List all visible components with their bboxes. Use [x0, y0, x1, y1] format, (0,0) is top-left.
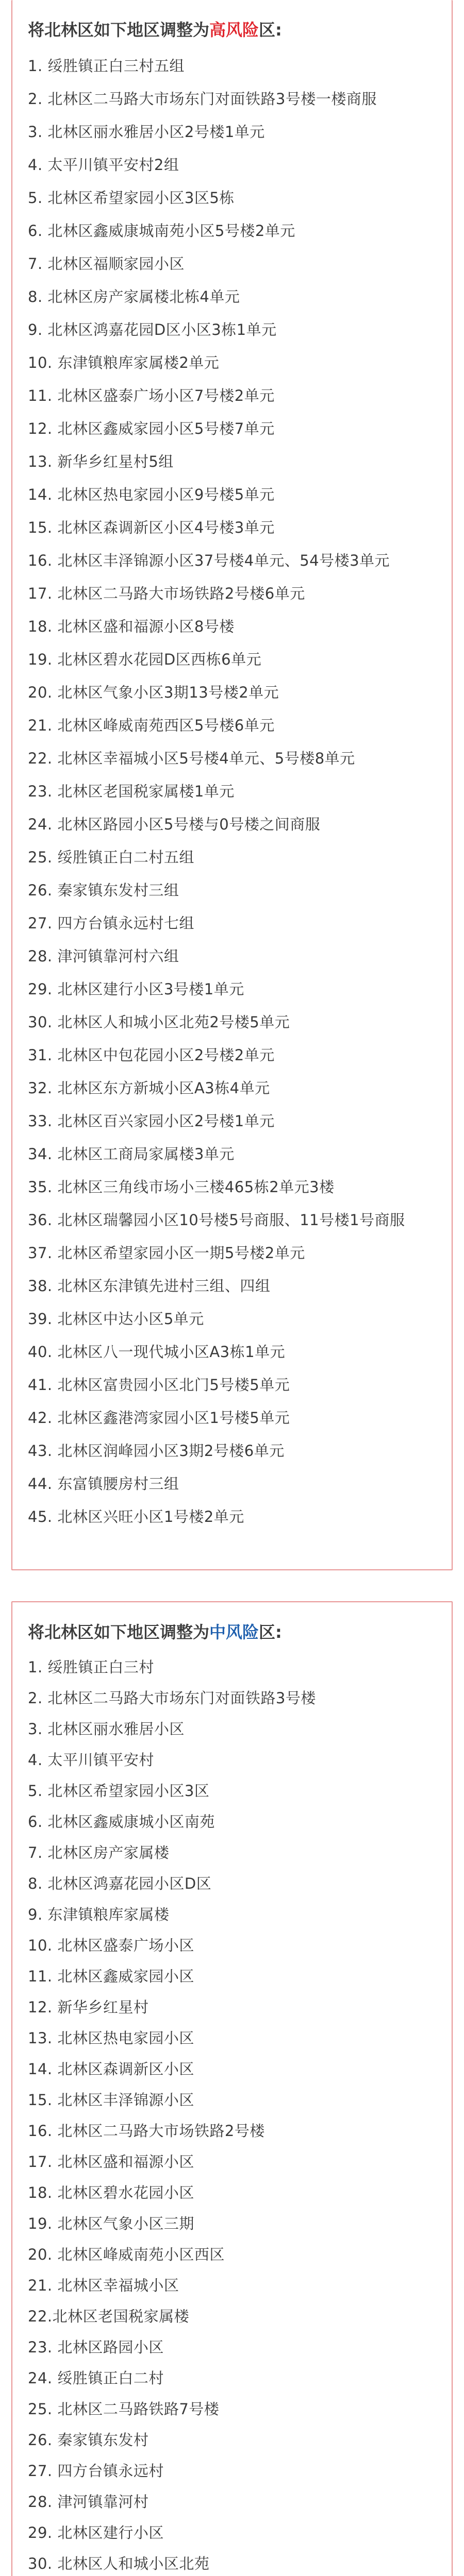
list-item: 18. 北林区碧水花园小区: [28, 2184, 194, 2201]
list-item: 7. 北林区房产家属楼: [28, 1844, 170, 1861]
list-item: 20. 北林区气象小区3期13号楼2单元: [28, 684, 279, 701]
list-item: 7. 北林区福顺家园小区: [28, 255, 185, 273]
list-item: 5. 北林区希望家园小区3区: [28, 1782, 210, 1800]
list-item: 25. 绥胜镇正白二村五组: [28, 849, 194, 866]
list-item: 12. 北林区鑫威家园小区5号楼7单元: [28, 420, 275, 437]
list-item: 29. 北林区建行小区: [28, 2524, 164, 2541]
list-item: 21. 北林区幸福城小区: [28, 2277, 179, 2294]
list-item: 22. 北林区幸福城小区5号楼4单元、5号楼8单元: [28, 750, 355, 767]
list-item: 3. 北林区丽水雅居小区2号楼1单元: [28, 123, 265, 141]
list-item: 25. 北林区二马路铁路7号楼: [28, 2400, 220, 2418]
list-item: 28. 津河镇靠河村六组: [28, 947, 179, 965]
list-item: 17. 北林区盛和福源小区: [28, 2153, 194, 2171]
list-item: 45. 北林区兴旺小区1号楼2单元: [28, 1508, 244, 1526]
list-item: 11. 北林区鑫威家园小区: [28, 1968, 194, 1985]
list-item: 27. 四方台镇永远村: [28, 2462, 164, 2480]
list-item: 4. 太平川镇平安村: [28, 1751, 154, 1769]
list-item: 10. 北林区盛泰广场小区: [28, 1937, 194, 1954]
list-item: 28. 津河镇靠河村: [28, 2493, 149, 2511]
list-item: 19. 北林区气象小区三期: [28, 2215, 194, 2232]
heading-prefix: 将北林区如下地区调整为: [28, 20, 210, 40]
list-item: 30. 北林区人和城小区北苑: [28, 2555, 210, 2572]
list-item: 4. 太平川镇平安村2组: [28, 156, 179, 174]
list-item: 33. 北林区百兴家园小区2号楼1单元: [28, 1112, 275, 1130]
mid-risk-list: [28, 1652, 437, 2576]
list-item: 3. 北林区丽水雅居小区: [28, 1720, 185, 1738]
list-item: 43. 北林区润峰园小区3期2号楼6单元: [28, 1442, 285, 1460]
list-item: 19. 北林区碧水花园D区西栋6单元: [28, 651, 262, 668]
list-item: 8. 北林区鸿嘉花园小区D区: [28, 1875, 212, 1892]
heading-prefix: 将北林区如下地区调整为: [28, 1622, 210, 1642]
list-item: 32. 北林区东方新城小区A3栋4单元: [28, 1079, 270, 1097]
heading-highlight-mid: 中风险: [209, 1622, 259, 1642]
list-item: 22.北林区老国税家属楼: [28, 2308, 190, 2325]
list-item: 18. 北林区盛和福源小区8号楼: [28, 618, 235, 635]
high-risk-list: [28, 49, 437, 1533]
list-item: 30. 北林区人和城小区北苑2号楼5单元: [28, 1013, 290, 1031]
list-item: 23. 北林区老国税家属楼1单元: [28, 783, 235, 800]
list-item: 5. 北林区希望家园小区3区5栋: [28, 189, 235, 207]
list-item: 21. 北林区峰威南苑西区5号楼6单元: [28, 717, 275, 734]
list-item: 31. 北林区中包花园小区2号楼2单元: [28, 1046, 275, 1064]
list-item: 15. 北林区森调新区小区4号楼3单元: [28, 519, 275, 536]
list-item: 1. 绥胜镇正白三村五组: [28, 57, 185, 75]
list-item: 14. 北林区森调新区小区: [28, 2060, 194, 2078]
list-item: 41. 北林区富贵园小区北门5号楼5单元: [28, 1376, 290, 1394]
list-item: 11. 北林区盛泰广场小区7号楼2单元: [28, 387, 275, 404]
list-item: 17. 北林区二马路大市场铁路2号楼6单元: [28, 585, 305, 602]
list-item: 24. 绥胜镇正白二村: [28, 2369, 164, 2387]
list-item: 2. 北林区二马路大市场东门对面铁路3号楼一楼商服: [28, 90, 377, 108]
list-item: 39. 北林区中达小区5单元: [28, 1310, 204, 1328]
list-item: 40. 北林区八一现代城小区A3栋1单元: [28, 1343, 286, 1361]
list-item: 29. 北林区建行小区3号楼1单元: [28, 980, 244, 998]
list-item: 1. 绥胜镇正白三村: [28, 1658, 154, 1676]
list-item: 36. 北林区瑞馨园小区10号楼5号商服、11号楼1号商服: [28, 1211, 405, 1229]
list-item: 42. 北林区鑫港湾家园小区1号楼5单元: [28, 1409, 290, 1427]
list-item: 16. 北林区丰泽锦源小区37号楼4单元、54号楼3单元: [28, 552, 390, 569]
high-risk-heading: [28, 13, 437, 46]
list-item: 20. 北林区峰威南苑小区西区: [28, 2246, 225, 2263]
list-item: 9. 北林区鸿嘉花园D区小区3栋1单元: [28, 321, 277, 338]
mid-risk-heading: [28, 1616, 437, 1649]
heading-suffix: 区:: [259, 20, 282, 40]
list-item: 15. 北林区丰泽锦源小区: [28, 2091, 194, 2109]
list-item: 35. 北林区三角线市场小三楼465栋2单元3楼: [28, 1178, 335, 1196]
list-item: 9. 东津镇粮库家属楼: [28, 1906, 170, 1923]
high-risk-card: [11, 0, 453, 1570]
list-item: 10. 东津镇粮库家属楼2单元: [28, 354, 220, 371]
list-item: 13. 北林区热电家园小区: [28, 2029, 194, 2047]
mid-risk-card: [11, 1601, 453, 2576]
list-item: 14. 北林区热电家园小区9号楼5单元: [28, 486, 275, 503]
list-item: 26. 秦家镇东发村三组: [28, 882, 179, 899]
list-item: 27. 四方台镇永远村七组: [28, 914, 194, 932]
list-item: 38. 北林区东津镇先进村三组、四组: [28, 1277, 271, 1295]
heading-highlight-high: 高风险: [209, 20, 259, 40]
list-item: 6. 北林区鑫威康城小区南苑: [28, 1813, 215, 1831]
list-item: 12. 新华乡红星村: [28, 1998, 149, 2016]
list-item: 8. 北林区房产家属楼北栋4单元: [28, 288, 240, 306]
list-item: 44. 东富镇腰房村三组: [28, 1475, 179, 1493]
list-item: 23. 北林区路园小区: [28, 2338, 164, 2356]
list-item: 16. 北林区二马路大市场铁路2号楼: [28, 2122, 265, 2140]
list-item: 24. 北林区路园小区5号楼与0号楼之间商服: [28, 816, 321, 833]
heading-suffix: 区:: [259, 1622, 282, 1642]
list-item: 37. 北林区希望家园小区一期5号楼2单元: [28, 1244, 305, 1262]
list-item: 13. 新华乡红星村5组: [28, 453, 174, 470]
list-item: 2. 北林区二马路大市场东门对面铁路3号楼: [28, 1689, 316, 1707]
list-item: 6. 北林区鑫威康城南苑小区5号楼2单元: [28, 222, 295, 240]
list-item: 34. 北林区工商局家属楼3单元: [28, 1145, 235, 1163]
list-item: 26. 秦家镇东发村: [28, 2431, 149, 2449]
